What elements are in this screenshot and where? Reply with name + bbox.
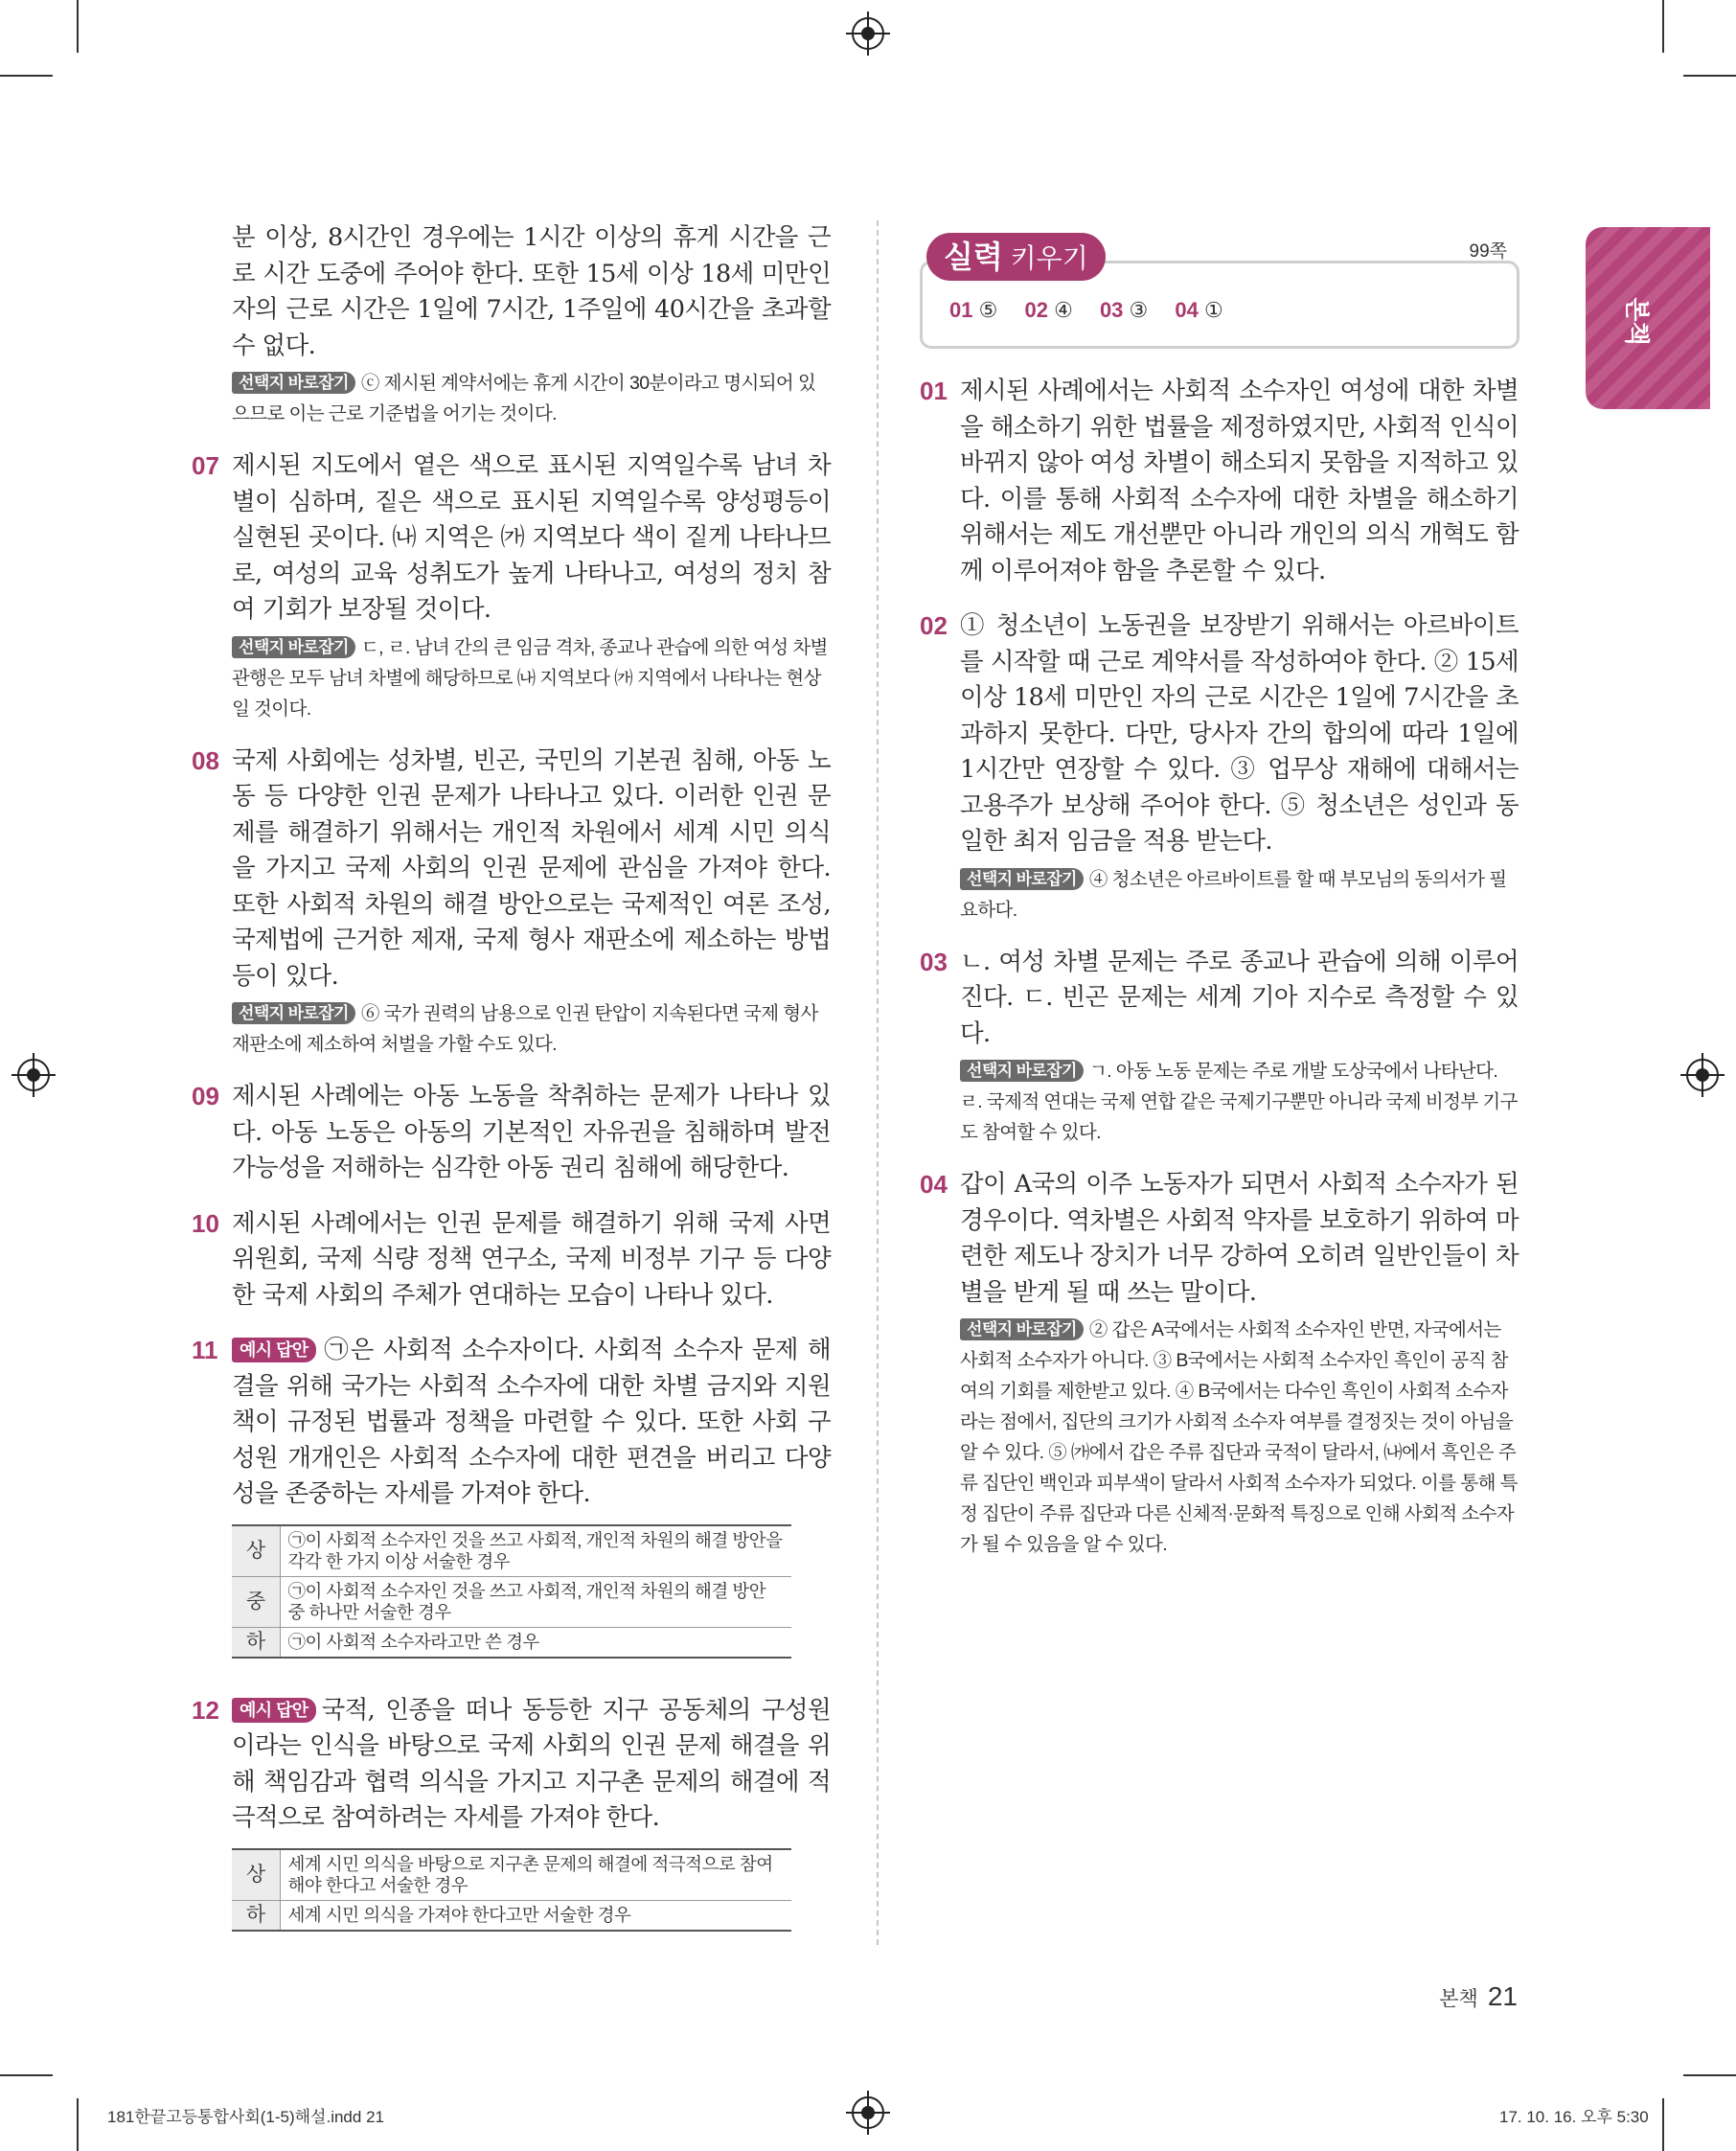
question-text: 제시된 사례에는 아동 노동을 착취하는 문제가 나타나 있다. 아동 노동은 아동의 기본적인 자유권을 침해하며 발전 가능성을 저해하는 심각한 아동 권리 침해에 해당한다. bbox=[232, 1082, 831, 1182]
intro-block bbox=[192, 220, 831, 429]
question-number: 03 bbox=[920, 947, 948, 976]
question-number: 08 bbox=[192, 745, 219, 775]
note-tag: 선택지 바로잡기 bbox=[960, 1060, 1084, 1082]
column-divider bbox=[877, 220, 879, 1945]
skill-question-01 bbox=[920, 374, 1519, 589]
table-row bbox=[232, 1900, 791, 1931]
answer-text: ㉠은 사회적 소수자이다. 사회적 소수자 문제 해결을 위해 국가는 사회적 소수자에 대한 차별 금지와 지원책이 규정된 법률과 정책을 마련할 수 있다. 또한 사회 구성원 개개인은 사회적 소수자에 대한 편견을 버리고 다양성을 존중하는 자세를 가져야 한다. bbox=[232, 1336, 831, 1508]
grade-level: 하 bbox=[232, 1627, 280, 1658]
note-tag: 선택지 바로잡기 bbox=[960, 868, 1084, 890]
grade-criteria: ㉠이 사회적 소수자인 것을 쓰고 사회적, 개인적 차원의 해결 방안을 각각 한 가지 이상 서술한 경우 bbox=[287, 1529, 783, 1571]
question-text: 제시된 사례에서는 사회적 소수자인 여성에 대한 차별을 해소하기 위한 법률을 제정하였지만, 사회적 인식이 바뀌지 않아 여성 차별이 해소되지 못함을 지적하고 있다. 이를 통해 사회적 소수자에 대한 차별을 해소하기 위해서는 제도 개선뿐만 아니라 개인의 의식 개혁도 함께 이루어져야 함을 추론할 수 있다. bbox=[960, 377, 1519, 585]
answer-key bbox=[949, 298, 1245, 323]
skill-question-04 bbox=[920, 1167, 1519, 1560]
grade-level: 중 bbox=[232, 1576, 280, 1627]
intro-note bbox=[232, 368, 831, 429]
left-column bbox=[192, 220, 831, 1966]
question-number: 12 bbox=[192, 1695, 219, 1725]
question-11 bbox=[192, 1333, 831, 1513]
table-row bbox=[232, 1627, 791, 1658]
note-tag: 선택지 바로잡기 bbox=[960, 1318, 1084, 1340]
print-slug-file: 181한끝고등통합사회(1-5)해설.indd 21 bbox=[107, 2108, 384, 2126]
answer-key-number: 04 bbox=[1175, 298, 1199, 322]
question-note bbox=[232, 998, 831, 1060]
answer-key-choice: ④ bbox=[1054, 298, 1073, 322]
grade-level: 상 bbox=[232, 1525, 280, 1577]
grade-criteria: ㉠이 사회적 소수자라고만 쓴 경우 bbox=[287, 1631, 539, 1652]
skill-question-02 bbox=[920, 608, 1519, 926]
question-number: 09 bbox=[192, 1082, 219, 1110]
crop-mark bbox=[1683, 75, 1736, 77]
question-text: 제시된 사례에서는 인권 문제를 해결하기 위해 국제 사면 위원회, 국제 식량 정책 연구소, 국제 비정부 기구 등 다양한 국제 사회의 주체가 연대하는 모습이 나타나 있다. bbox=[232, 1208, 831, 1310]
question-number: 02 bbox=[920, 611, 948, 640]
question-note bbox=[960, 1315, 1519, 1560]
answer-tag: 예시 답안 bbox=[232, 1698, 316, 1723]
page-footer bbox=[1439, 1981, 1518, 2012]
note-tag: 선택지 바로잡기 bbox=[232, 636, 355, 658]
skill-question-03 bbox=[920, 945, 1519, 1149]
question-text: 제시된 지도에서 옅은 색으로 표시된 지역일수록 남녀 차별이 심하며, 짙은 색으로 표시된 지역일수록 양성평등이 실현된 곳이다. ㈏ 지역은 ㈎ 지역보다 색이 짙게 나타나므로, 여성의 교육 성취도가 높게 나타나고, 여성의 정치 참여 기회가 보장될 것이다. bbox=[232, 451, 831, 624]
question-text bbox=[232, 1693, 831, 1837]
note-text: ㄷ, ㄹ. 남녀 간의 큰 임금 격차, 종교나 관습에 의한 여성 차별 관행은 모두 남녀 차별에 해당하므로 ㈏ 지역보다 ㈎ 지역에서 나타나는 현상일 것이다. bbox=[232, 636, 828, 720]
question-10 bbox=[192, 1206, 831, 1315]
skill-title-bold: 실력 bbox=[944, 240, 1003, 274]
side-tab-label: 본책 bbox=[1622, 297, 1652, 346]
page-number: 21 bbox=[1487, 1981, 1518, 2011]
right-column bbox=[920, 220, 1519, 1579]
answer-tag: 예시 답안 bbox=[232, 1338, 316, 1362]
skill-title-badge bbox=[926, 233, 1106, 281]
crop-mark bbox=[77, 2098, 79, 2151]
answer-key-number: 02 bbox=[1024, 298, 1048, 322]
answer-key-choice: ① bbox=[1204, 298, 1223, 322]
question-text: ① 청소년이 노동권을 보장받기 위해서는 아르바이트를 시작할 때 근로 계약서를 작성하여야 한다. ② 15세 이상 18세 미만인 자의 근로 시간은 1일에 7시간을 초과하지 못한다. 다만, 당사자 간의 합의에 따라 1일에 1시간만 연장할 수 있다. ③ 업무상 재해에 대해서는 고용주가 보상해 주어야 한다. ⑤ 청소년은 성인과 동일한 최저 임금을 적용 받는다. bbox=[960, 611, 1519, 856]
question-number: 01 bbox=[920, 377, 948, 405]
answer-key-item bbox=[1175, 298, 1222, 322]
skill-answer-box bbox=[920, 240, 1519, 349]
grade-level: 하 bbox=[232, 1900, 280, 1931]
grade-criteria: 세계 시민 의식을 바탕으로 지구촌 문제의 해결에 적극적으로 참여해야 한다고 서술한 경우 bbox=[287, 1853, 773, 1895]
answer-key-number: 01 bbox=[949, 298, 973, 322]
grade-criteria: ㉠이 사회적 소수자인 것을 쓰고 사회적, 개인적 차원의 해결 방안 중 하나만 서술한 경우 bbox=[287, 1580, 766, 1622]
skill-title: 키우기 bbox=[1010, 243, 1088, 273]
question-12 bbox=[192, 1693, 831, 1837]
crop-mark bbox=[0, 2074, 53, 2076]
question-note bbox=[960, 864, 1519, 926]
note-text: ② 갑은 A국에서는 사회적 소수자인 반면, 자국에서는 사회적 소수자가 아니다. ③ B국에서는 사회적 소수자인 흑인이 공직 참여의 기회를 제한받고 있다. ④ B국에서는 다수인 흑인이 사회적 소수자라는 점에서, 집단의 크기가 사회적 소수자 여부를 결정짓는 것이 아님을 알 수 있다. ⑤ ㈎에서 갑은 주류 집단과 국적이 달라서, ㈏에서 흑인은 주류 집단인 백인과 피부색이 달라서 사회적 소수자가 되었다. 이를 통해 특정 집단이 주류 집단과 다른 신체적·문화적 특징으로 인해 사회적 소수자가 될 수 있음을 알 수 있다. bbox=[960, 1319, 1518, 1555]
crop-mark bbox=[1683, 2074, 1736, 2076]
crop-mark bbox=[1662, 2098, 1664, 2151]
answer-key-item bbox=[1100, 298, 1148, 322]
question-text: 국제 사회에는 성차별, 빈곤, 국민의 기본권 침해, 아동 노동 등 다양한 인권 문제가 나타나고 있다. 이러한 인권 문제를 해결하기 위해서는 개인적 차원에서 세계 시민 의식을 가지고 국제 사회의 인권 문제에 관심을 가져야 한다. 또한 사회적 차원의 해결 방안으로는 국제적인 여론 조성, 국제법에 근거한 제재, 국제 형사 재판소에 제소하는 방법 등이 있다. bbox=[232, 745, 831, 991]
question-09 bbox=[192, 1079, 831, 1187]
question-07 bbox=[192, 448, 831, 724]
note-text: ④ 청소년은 아르바이트를 할 때 부모님의 동의서가 필요하다. bbox=[960, 868, 1507, 921]
answer-key-choice: ③ bbox=[1129, 298, 1149, 322]
note-text: ⑥ 국가 권력의 남용으로 인권 탄압이 지속된다면 국제 형사 재판소에 제소하여 처벌을 가할 수도 있다. bbox=[232, 1003, 818, 1055]
registration-mark-icon bbox=[852, 17, 884, 50]
print-slug-date: 17. 10. 16. 오후 5:30 bbox=[1499, 2108, 1649, 2126]
table-row bbox=[232, 1576, 791, 1627]
footer-label: 본책 bbox=[1439, 1988, 1478, 2010]
crop-mark bbox=[1662, 0, 1664, 53]
question-text: ㄴ. 여성 차별 문제는 주로 종교나 관습에 의해 이루어진다. ㄷ. 빈곤 문제는 세계 기아 지수로 측정할 수 있다. bbox=[960, 947, 1519, 1048]
note-tag: 선택지 바로잡기 bbox=[232, 1002, 355, 1024]
answer-key-choice: ⑤ bbox=[978, 298, 998, 322]
crop-mark bbox=[0, 75, 53, 77]
answer-text: 국적, 인종을 떠나 동등한 지구 공동체의 구성원이라는 인식을 바탕으로 국제 사회의 인권 문제 해결을 위해 책임감과 협력 의식을 가지고 지구촌 문제의 해결에 적극적으로 참여하려는 자세를 가져야 한다. bbox=[232, 1695, 831, 1832]
question-note bbox=[232, 632, 831, 724]
crop-mark bbox=[77, 0, 79, 53]
question-number: 07 bbox=[192, 451, 219, 480]
note-tag: 선택지 바로잡기 bbox=[232, 372, 355, 394]
note-text: ㄱ. 아동 노동 문제는 주로 개발 도상국에서 나타난다. ㄹ. 국제적 연대는 국제 연합 같은 국제기구뿐만 아니라 국제 비정부 기구도 참여할 수 있다. bbox=[960, 1061, 1518, 1143]
question-08 bbox=[192, 744, 831, 1061]
table-row bbox=[232, 1525, 791, 1577]
answer-key-number: 03 bbox=[1099, 298, 1124, 322]
grading-table bbox=[232, 1524, 791, 1659]
grade-level: 상 bbox=[232, 1849, 280, 1901]
note-text: ⓒ 제시된 계약서에는 휴게 시간이 30분이라고 명시되어 있으므로 이는 근로 기준법을 어기는 것이다. bbox=[232, 373, 816, 424]
question-note bbox=[960, 1056, 1519, 1148]
answer-key-item bbox=[949, 298, 997, 322]
question-number: 10 bbox=[192, 1208, 219, 1238]
intro-text: 분 이상, 8시간인 경우에는 1시간 이상의 휴게 시간을 근로 시간 도중에 주어야 한다. 또한 15세 이상 18세 미만인 자의 근로 시간은 1일에 7시간, 1주일에 40시간을 초과할 수 없다. bbox=[232, 223, 831, 360]
skill-page-ref: 99쪽 bbox=[1469, 241, 1507, 262]
question-text: 갑이 A국의 이주 노동자가 되면서 사회적 소수자가 된 경우이다. 역차별은 사회적 약자를 보호하기 위하여 마련한 제도나 장치가 너무 강하여 오히려 일반인들이 차별을 받게 될 때 쓰는 말이다. bbox=[960, 1170, 1519, 1307]
grade-criteria: 세계 시민 의식을 가져야 한다고만 서술한 경우 bbox=[287, 1904, 631, 1925]
table-row bbox=[232, 1849, 791, 1901]
registration-mark-icon bbox=[1686, 1059, 1719, 1091]
side-tab bbox=[1586, 227, 1710, 409]
answer-key-item bbox=[1024, 298, 1072, 322]
grading-table bbox=[232, 1848, 791, 1932]
registration-mark-icon bbox=[17, 1059, 50, 1091]
question-text bbox=[232, 1333, 831, 1513]
registration-mark-icon bbox=[852, 2096, 884, 2129]
question-number: 11 bbox=[192, 1336, 218, 1364]
question-number: 04 bbox=[920, 1170, 948, 1199]
